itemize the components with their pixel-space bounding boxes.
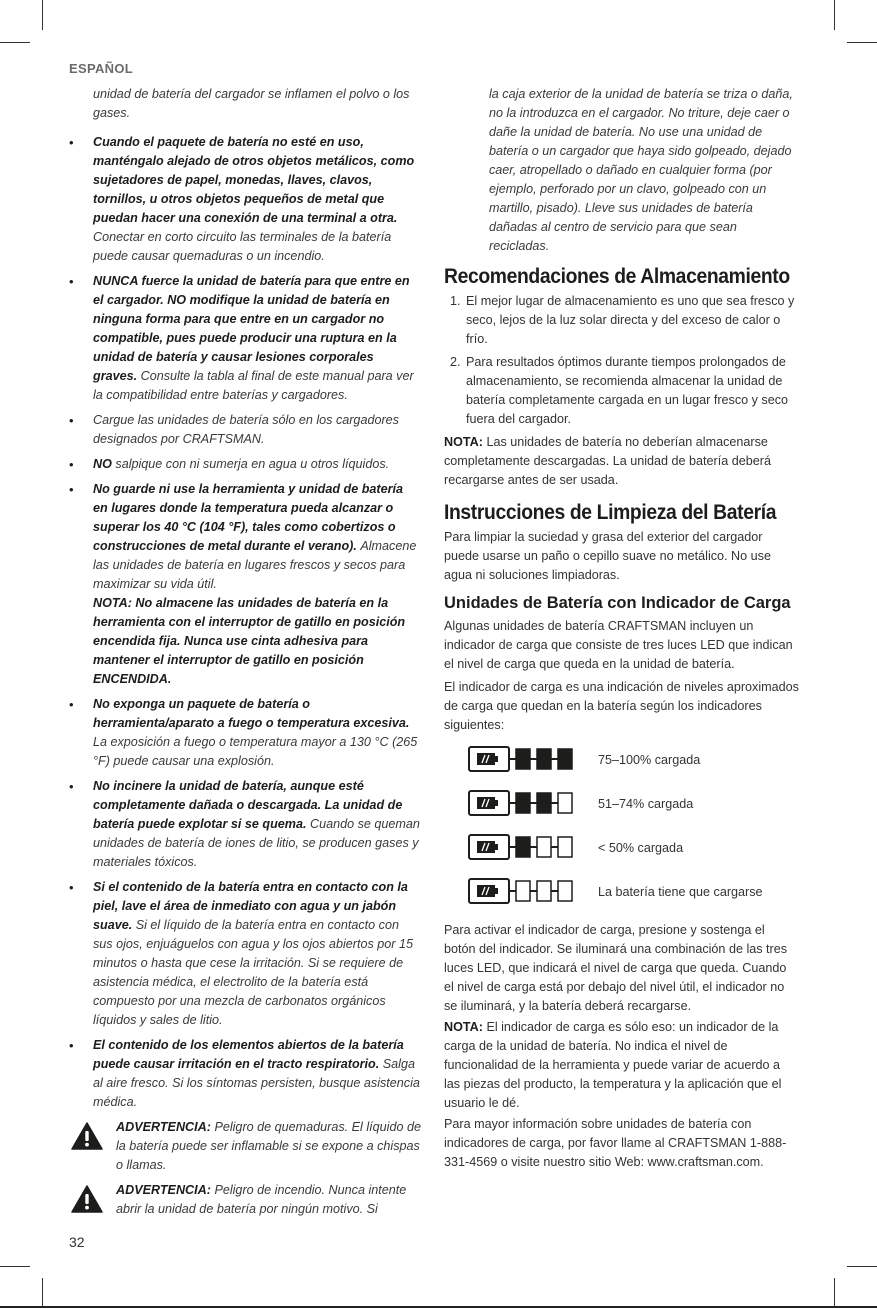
list-item xyxy=(69,878,421,1030)
charge-level-label: 75–100% cargada xyxy=(598,753,701,767)
bullet-text: Almacene las unidades de batería en lugares frescos y secos para maximizar su vida útil. xyxy=(93,539,417,591)
list-item xyxy=(69,272,421,405)
bullet-text: Si el líquido de la batería entra en contacto con sus ojos, enjuáguelos con agua y los ojos abiertos por 15 minutos o hasta que cese la irritación. Si se requiere de asistencia médica, el electrolito de la batería está compuesto por una mezcla de carbonatos orgánicos líquidos y sales de litio. xyxy=(93,918,413,1027)
item-text: El mejor lugar de almacenamiento es uno que sea fresco y seco, lejos de la luz solar directa y del exceso de calor o frío. xyxy=(466,294,795,346)
battery-indicator-icon xyxy=(468,789,586,817)
page-number: 32 xyxy=(69,1234,85,1250)
cleaning-text: Para limpiar la suciedad y grasa del exterior del cargador puede usarse un paño o cepillo suave no metálico. No use agua ni soluciones limpiadoras. xyxy=(444,530,771,582)
storage-heading: Recomendaciones de Almacenamiento xyxy=(444,265,790,288)
warning-block xyxy=(69,1118,421,1175)
fuel-gauge-heading: Unidades de Batería con Indicador de Carga xyxy=(444,594,791,612)
charge-level-label: < 50% cargada xyxy=(598,841,684,855)
list-item xyxy=(69,133,421,266)
item-number: 1. xyxy=(450,294,461,308)
bullet-text: Cuando se queman unidades de batería de iones de litio, se producen gases y materiales tóxicos. xyxy=(93,817,420,869)
charge-indicator-list xyxy=(444,741,799,917)
bullet-bold: No guarde ni use la herramienta y unidad de batería en lugares donde la temperatura pueda alcanzar o superar los 40 °C (104 °F), tales como cobertizos o construcciones de metal durante el verano). xyxy=(93,482,404,553)
bullet-note: NOTA: No almacene las unidades de batería en la herramienta con el interruptor de gatillo en posición encendida fija. Nunca use cinta adhesiva para mantener el interruptor de gatillo en posición ENCENDIDA. xyxy=(93,596,406,686)
left-column xyxy=(69,85,421,1219)
crop-mark xyxy=(0,42,30,43)
bullet-text: Conectar en corto circuito las terminales de la batería puede causar quemaduras o un incendio. xyxy=(93,230,392,263)
list-item xyxy=(69,480,421,689)
warning-label: ADVERTENCIA: xyxy=(116,1183,211,1197)
fuel-gauge-note xyxy=(444,1018,799,1113)
note-text: Las unidades de batería no deberían almacenarse completamente descargadas. La unidad de batería deberá recargarse antes de ser usada. xyxy=(444,435,771,487)
warning-icon xyxy=(71,1122,103,1150)
cleaning-heading: Instrucciones de Limpieza del Batería xyxy=(444,501,777,524)
bullet-text: Cargue las unidades de batería sólo en los cargadores designados por CRAFTSMAN. xyxy=(93,413,399,446)
bullet-text: Consulte la tabla al final de este manual para ver la compatibilidad entre baterías y cargadores. xyxy=(93,369,414,402)
continued-text: la caja exterior de la unidad de batería se triza o daña, no la introduzca en el cargador. No triture, deje caer o dañe la unidad de batería. No use una unidad de batería o un cargador que haya sido golpeado, dejado caer, atropellado o dañado en cualquier forma (por ejemplo, perforado por un clavo, golpeado con un martillo, pisado). Lleve sus unidades de batería dañadas al centro de servicio para que sean recicladas. xyxy=(489,87,793,253)
warning-text: Peligro de quemaduras. El líquido de la batería puede ser inflamable si se expone a chispas o llamas. xyxy=(116,1120,421,1172)
list-item xyxy=(69,777,421,872)
charge-level-row xyxy=(444,741,799,785)
battery-indicator-icon xyxy=(468,833,586,861)
fuel-gauge-paragraph: Para activar el indicador de carga, presione y sostenga el botón del indicador. Se iluminará una combinación de las tres luces LED, que indicará el nivel de carga que queda. Cuando el nivel de carga está por debajo del nivel útil, el indicador no se iluminará, y la batería deberá recargarse. xyxy=(444,923,788,1013)
fuel-gauge-paragraph: El indicador de carga es una indicación de niveles aproximados de carga que quedan en la batería según los indicadores siguientes: xyxy=(444,680,799,732)
bullet-bold: No exponga un paquete de batería o herramienta/aparato a fuego o temperatura excesiva. xyxy=(93,697,410,730)
list-item xyxy=(69,455,421,474)
language-label: ESPAÑOL xyxy=(69,61,133,76)
bullet-bold: El contenido de los elementos abiertos de la batería puede causar irritación en el tracto respiratorio. xyxy=(93,1038,404,1071)
crop-mark xyxy=(834,1278,835,1306)
note-text: El indicador de carga es sólo eso: un indicador de la carga de la unidad de batería. No indica el nivel de funcionalidad de la herramienta y puede variar de acuerdo a las piezas del producto, la temperatura y la aplicación que el usuario le dé. xyxy=(444,1020,782,1110)
bullet-text: salpique con ni sumerja en agua u otros líquidos. xyxy=(115,457,390,471)
storage-note xyxy=(444,433,799,490)
numbered-item xyxy=(444,353,799,429)
battery-indicator-icon xyxy=(468,877,586,905)
fuel-gauge-paragraph: Para mayor información sobre unidades de batería con indicadores de carga, por favor llame al CRAFTSMAN 1-888-331-4569 o visite nuestro sitio Web: www.craftsman.com. xyxy=(444,1117,787,1169)
charge-level-row xyxy=(444,873,799,917)
bullet-text: Salga al aire fresco. Si los síntomas persisten, busque asistencia médica. xyxy=(93,1057,420,1109)
bullet-bold: NUNCA fuerce la unidad de batería para que entre en el cargador. NO modifique la unidad de batería en ninguna forma para que entre en un cargador no compatible, pues puede producir una ruptura en la unidad de batería y causar lesiones corporales graves. xyxy=(93,274,410,383)
warning-icon xyxy=(71,1185,103,1213)
numbered-item xyxy=(444,292,799,349)
crop-mark xyxy=(847,42,877,43)
bullet-bold: No incinere la unidad de batería, aunque esté completamente dañada o descargada. La unidad de batería puede explotar si se quema. xyxy=(93,779,403,831)
bullet-text: La exposición a fuego o temperatura mayor a 130 °C (265 °F) puede causar una explosión. xyxy=(93,735,418,768)
warning-block xyxy=(69,1181,421,1219)
list-item xyxy=(69,695,421,771)
crop-mark xyxy=(42,0,43,30)
note-label: NOTA: xyxy=(444,1020,483,1034)
bullet-bold: NO xyxy=(93,457,112,471)
item-text: Para resultados óptimos durante tiempos prolongados de almacenamiento, se recomienda almacenar la unidad de batería completamente cargada en un lugar fresco y seco fuera del cargador. xyxy=(466,355,789,426)
page-bottom-rule xyxy=(0,1306,877,1308)
charge-level-row xyxy=(444,829,799,873)
continued-text: unidad de batería del cargador se inflamen el polvo o los gases. xyxy=(93,87,410,120)
battery-indicator-icon xyxy=(468,745,586,773)
warning-text: Peligro de incendio. Nunca intente abrir la unidad de batería por ningún motivo. Si xyxy=(116,1183,407,1216)
crop-mark xyxy=(0,1266,30,1267)
charge-level-row xyxy=(444,785,799,829)
item-number: 2. xyxy=(450,355,461,369)
list-item xyxy=(69,411,421,449)
bullet-bold: Si el contenido de la batería entra en contacto con la piel, lave el área de inmediato con agua y un jabón suave. xyxy=(93,880,408,932)
note-label: NOTA: xyxy=(444,435,483,449)
right-column xyxy=(444,85,799,1172)
crop-mark xyxy=(834,0,835,30)
crop-mark xyxy=(847,1266,877,1267)
bullet-bold: Cuando el paquete de batería no esté en uso, manténgalo alejado de otros objetos metálicos, como sujetadores de papel, monedas, llaves, clavos, tornillos, u otros objetos pequeños de metal que puedan hacer una conexión de una terminal a otra. xyxy=(93,135,415,225)
warning-label: ADVERTENCIA: xyxy=(116,1120,211,1134)
fuel-gauge-paragraph: Algunas unidades de batería CRAFTSMAN incluyen un indicador de carga que consiste de tres luces LED que indican el nivel de carga que queda en la unidad de batería. xyxy=(444,619,793,671)
charge-level-label: 51–74% cargada xyxy=(598,797,694,811)
crop-mark xyxy=(42,1278,43,1306)
charge-level-label: La batería tiene que cargarse xyxy=(598,885,763,899)
list-item xyxy=(69,1036,421,1112)
